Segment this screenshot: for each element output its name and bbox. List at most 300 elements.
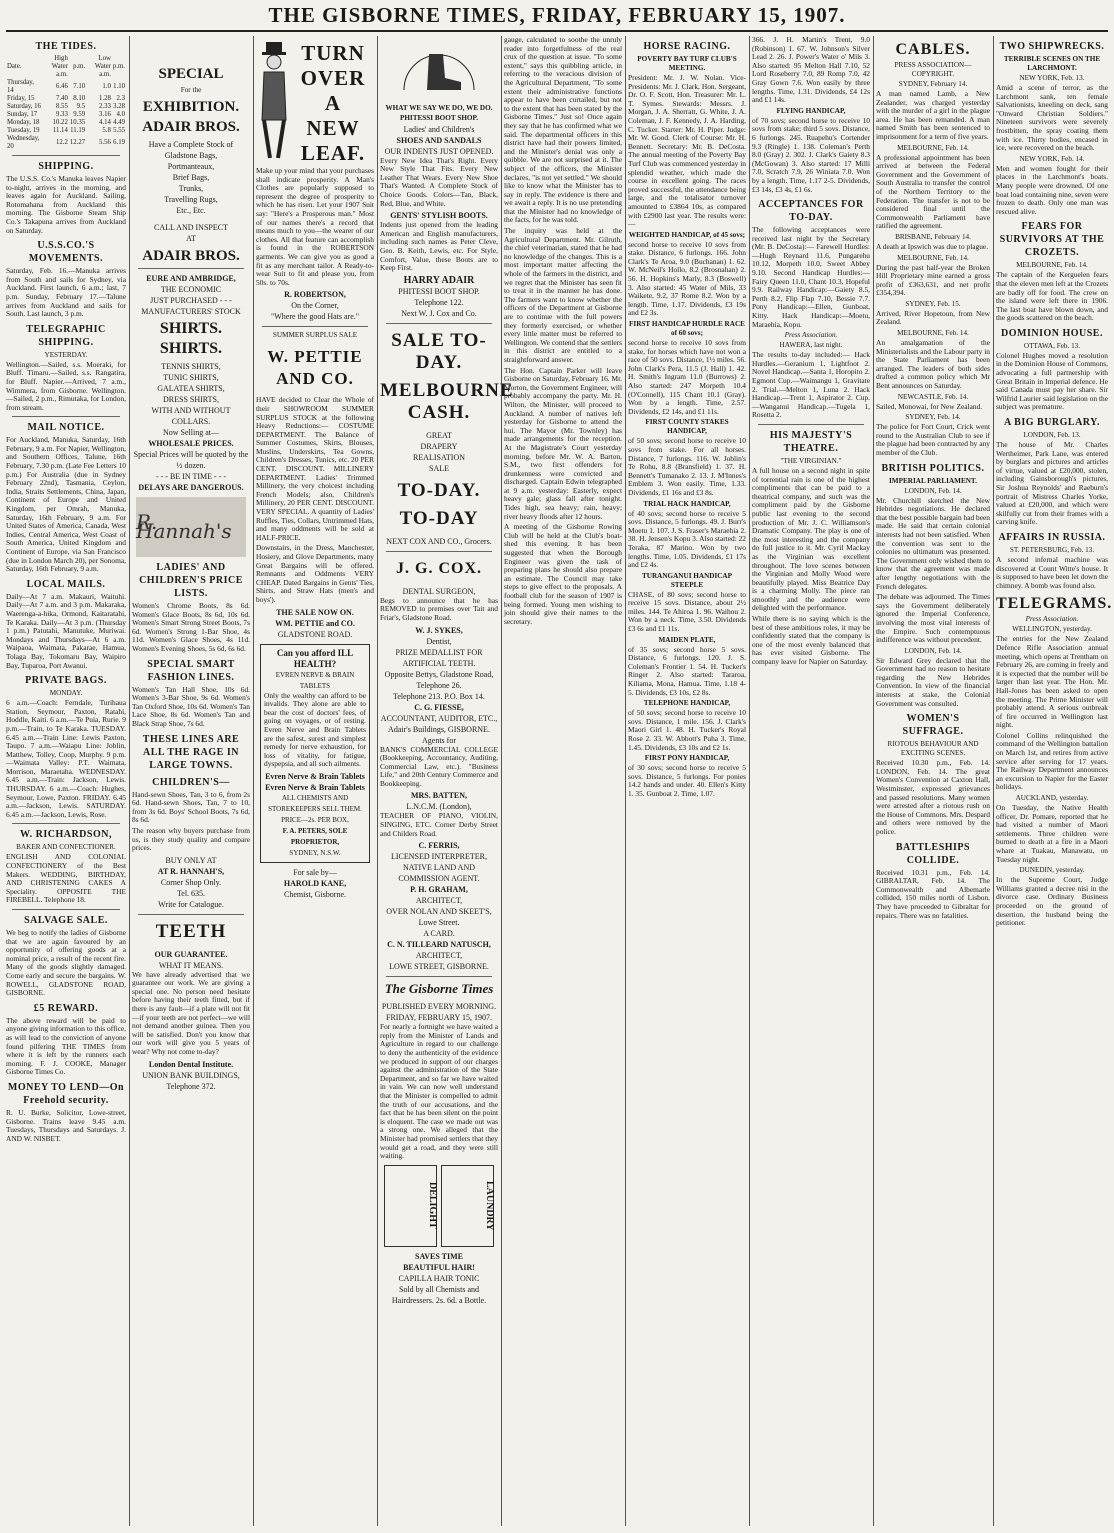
sandals-text: Women's Tan Hall Shoe, 10s 6d. Women's 3-Bar Shoe, 9s 6d. Women's Tan Oxford Shoe, 10s 6d. Women's Tan Lace Shoe, 8s 6d. Women's Tan and Black Strap Shoe, 7s 6d. <box>132 684 250 728</box>
county-heading: FIRST COUNTY STAKES HANDICAP, <box>645 418 729 436</box>
ny-text-2: Men and women fought for their places in the Larchmont's boats. Many people were drowned. Of one boat load containing nine, seven were frozen to death. Only one man was rescued alive. <box>996 163 1108 216</box>
divider <box>12 823 120 824</box>
column-4 <box>380 36 514 1526</box>
newspaper-title: THE GISBORNE TIMES, FRIDAY, FEBRUARY 15, 1907. <box>268 3 846 27</box>
sykes-address: Opposite Bettys, Gladstone Road, Telephone 26. <box>384 669 494 690</box>
melbourne-text: A professional appointment has been arrived at between the Federal Government and the Government of South Australia to transfer the control of the Northern Territory to the Federation. The transfer is not to be considered final until the Commonwealth Parliament have ratified the agreement. <box>876 152 990 231</box>
petersburg-text: A second infernal machine was discovered at Count Witte's house. It is supposed to have been let down the chimney. A bomb was found also. <box>996 554 1108 590</box>
auckland-text: On Tuesday, the Native Health officer, Dr. Pomare, reported that he had visited a number of Maori settlements. Three children were burned to death at a fire in a Maori whare at Tuakau, Manawatu, on Tuesday night. <box>996 803 1108 864</box>
column-rule <box>377 36 378 1526</box>
realisation-label: REALISATION <box>413 452 465 462</box>
tides-cell: 8.55 <box>55 103 68 110</box>
tides-cell: Saturday, 16 <box>7 103 41 110</box>
tides-cell: Monday, 18 <box>7 119 40 126</box>
tides-row <box>6 119 126 127</box>
tel-635: Tel. 635. <box>176 888 206 898</box>
tides-cell: 10.35 <box>69 119 86 126</box>
can-you-afford: Can you afford ILL HEALTH? <box>276 647 354 669</box>
column-3 <box>256 36 374 1526</box>
gisborne-times-logo: The Gisborne Times <box>384 981 494 997</box>
a-card: A CARD. <box>423 929 455 939</box>
robertson-name: R. ROBERTSON, <box>284 290 346 300</box>
shirts-heading-2: SHIRTS. <box>159 340 223 357</box>
acceptances-heading: ACCEPTANCES FOR TO-DAY. <box>758 199 864 224</box>
stock-line: Portmanteaux, <box>167 162 215 171</box>
sale-label: SALE <box>429 463 449 473</box>
tides-cell: 4.14 <box>98 119 111 126</box>
shirt-line: WITH AND WITHOUT COLLARS. <box>151 406 231 426</box>
weighted-heading: WEIGHTED HANDICAP, of 45 sovs; <box>628 230 746 239</box>
tides-cell: Tuesday, 19 <box>7 127 40 134</box>
column-rule <box>501 36 502 1526</box>
tides-cell: 1.0 <box>102 83 111 90</box>
tides-cell: 11.19 <box>70 127 86 134</box>
harold-kane: HAROLD KANE, <box>283 878 347 888</box>
pettie-co: WM. PETTIE and CO. <box>275 618 355 628</box>
chemists-sell: ALL CHEMISTS AND STOREKEEPERS SELL THEM. <box>268 793 362 813</box>
maiden-heading: MAIDEN PLATE, <box>658 635 716 644</box>
theatre-heading: HIS MAJESTY'S THEATRE. <box>769 429 853 454</box>
evren-heading: EVREN NERVE & BRAIN TABLETS <box>275 670 355 690</box>
dental-surgeon: DENTAL SURGEON, <box>402 586 476 596</box>
at-label: AT <box>186 234 196 243</box>
children-text: Hand-sewn Shoes, Tan, 3 to 6, from 2s 6d. Hand-sewn Shoes, Tan, 7 to 10, from 3s 6d. Boys' School Boots, 7s 6d, 8s 6d. <box>132 789 250 825</box>
telephone-122: Telephone 122. <box>414 297 464 307</box>
trial-text: of 40 sovs; second horse to receive 5 sovs. Distance, 5 furlongs. 49. J. Burr's Moetu 1. 107. J. S. Fraser's Maraehia 2. 38. H. Jensen's Kopu 3. Also started: 22 Teraka, 87 Marino. Won by two lengths. Time, 1.05. Dividends, £1 17s and £2 4s. <box>628 508 746 570</box>
stock-line: Gladstone Bags, <box>164 151 218 160</box>
uss-text: Saturday, Feb. 16.—Manuka arrives from South and sails for Sydney, via Auckland. First launch, 6 a.m.; last, 7 p.m. Sunday, February 17.—Talune arrives from Auckland and sails for South. Last launch, 3 p.m. <box>6 266 126 319</box>
divider <box>386 976 492 977</box>
leaf-word: LEAF. <box>300 141 366 165</box>
surplus-sale: SUMMER SURPLUS SALE <box>272 331 358 340</box>
price-lists-heading: LADIES' AND CHILDREN'S PRICE LISTS. <box>139 562 243 599</box>
good-hats: "Where the good Hats are." <box>270 312 360 322</box>
graham-name: P. H. GRAHAM, <box>410 885 468 895</box>
divider <box>12 416 120 417</box>
brisbane-dateline: BRISBANE, February 14. <box>895 232 971 241</box>
sydney-dateline-3: SYDNEY, Feb. 14. <box>905 413 961 422</box>
graham-address: OVER NOLAN AND SKEET'S, Lowe Street. <box>386 907 492 928</box>
wellington-dateline: WELLINGTON, yesterday. <box>1012 625 1092 634</box>
crozets-heading: FEARS FOR SURVIVORS AT THE CROZETS. <box>999 221 1105 259</box>
sydney-text-2: Arrived, River Hopetoun, from New Zealand. <box>876 308 990 327</box>
batten-name: MRS. BATTEN, <box>410 791 468 801</box>
teeth-heading: TEETH <box>155 920 227 942</box>
tides-cell: 7.10 <box>73 83 86 90</box>
county-text: of 50 sovs; second horse to receive 10 sovs from stake. For all horses. Distance, 7 furlongs. 116. W. Joblin's Te Rohu, 8.8 (Bransfield) 1. 37. H. Bennett's Tumanako 2. 13. J. M'Innes's Emblem 3. Won easily. Time, 1.33. Dividends, £1 16s and £3 8s. <box>628 436 746 497</box>
telegrams-sub: Press Association. <box>1025 615 1079 624</box>
wellington-text-2: Colonel Collins relinquished the command of the Wellington battalion on March 1st, and retires from active service after serving for 17 years. The Railway Department announces an excursion to Napier for the Easter holidays. <box>996 730 1108 792</box>
newcastle-text: Sailed, Monowai, for New Zealand. <box>876 401 983 411</box>
drapery-label: DRAPERY <box>420 441 458 451</box>
union-bank: UNION BANK BUILDINGS, <box>142 1070 240 1080</box>
price-line: PRICE—2s. PER BOX, <box>281 815 349 824</box>
tides-cell: 3.16 <box>98 111 111 118</box>
telegraphic-text: Wellington.—Sailed, s.s. Moeraki, for Bluff. Timaru.—Sailed, s.s. Rangatira, for Bluff. Napier.—Arrived, 7 a.m., Wimmera, from Gisborne. Wellington.—Sailed, 2 p.m., Rimutaka, for London, from stream. <box>6 359 126 412</box>
mail-text: For Auckland, Manuka, Saturday, 16th February, 9 a.m. For Napier, Wellington, and Southern Offices, Talune, 16th February, 7.30 p.m. (Late Fee Letters 10 p.m.) For Australia (due in Sydney February 22nd), Tasmania, Ceylon, India, Straits Settlements, China, Japan, Continent of Europe and United Kingdom, per Omrah, Manuka, Saturday, 16th February, 9 a.m. For United States of America, Canada, West Indies, Central America, West Coast of South America, United Kingdom and Continent of Europe, via San Francisco (due in London March 20), per Sonoma, Saturday, 16th February, 9 a.m. <box>6 435 127 574</box>
tides-cell: 9.59 <box>73 111 86 118</box>
cables-heading: CABLES. <box>895 41 971 58</box>
new-word: NEW <box>306 116 360 140</box>
tides-cell: 5.56 <box>98 139 111 146</box>
adair-bros-heading: ADAIR BROS. <box>142 119 240 135</box>
poverty-bay-heading: POVERTY BAY TURF CLUB'S MEETING. <box>637 55 737 72</box>
tides-cell: 12.27 <box>69 139 86 146</box>
children-heading: CHILDREN'S— <box>152 776 230 788</box>
telegrams-heading: TELEGRAMS. <box>996 595 1113 613</box>
theatre-text-2: While there is no saying which is the best of these ambitious roles, it may be confidently stated that the company is one of the most evenly balanced that has ever visited Gisborne. The company leave for Napier on Saturday. <box>752 614 870 667</box>
telegraphic-heading: TELEGRAPHIC SHIPPING. <box>26 323 106 348</box>
economic-label: THE ECONOMIC <box>160 285 222 294</box>
jg-cox: J. G. COX. <box>396 559 482 577</box>
melbourne-dateline-3: MELBOURNE, Feb. 14. <box>897 329 969 338</box>
just-purchased: JUST PURCHASED - - - <box>150 296 232 305</box>
batten-sub: L.N.C.M. (London), <box>406 802 472 812</box>
tides-cell: Wednesday, 20 <box>7 135 40 150</box>
tillard-sub: ARCHITECT, <box>415 951 463 961</box>
shirts-heading: SHIRTS. <box>159 320 223 337</box>
column-rule <box>625 36 626 1526</box>
tides-row <box>6 103 126 111</box>
today-2: TO-DAY <box>399 507 479 529</box>
auckland-dateline: AUCKLAND, yesterday. <box>1015 794 1089 803</box>
turanganui-heading: TURANGANUI HANDICAP STEEPLE <box>641 571 733 589</box>
column-rule <box>993 36 994 1526</box>
shirt-line: TENNIS SHIRTS, <box>161 362 221 371</box>
pettie-text: HAVE decided to Clear the Whole of their SHOWROOM SUMMER SURPLUS STOCK at the following Heavy Reductions:— COSTUME DEPARTMENT. The Balance of Summer Costumes, Skirts, Blouses, Muslins, Underskirts, Tea Gowns, Children's Dresses, Tunics, etc. 20 PER CENT. DISCOUNT. MILLINERY DEPARTMENT. Ladies' Trimmed Millinery, the very choicest including French Models; also, Children's Millinery, 20 PER CENT. DISCOUNT. VERY SPECIAL. A quantity of Ladies' Ruffles, Ties, Collars, Untrimmed Hats, and many oddments will be sold at HALF-PRICE. <box>256 395 374 542</box>
melbourne-dateline: MELBOURNE, Feb. 14. <box>897 143 969 152</box>
next-to-cox: Next W. J. Cox and Co. <box>401 308 477 318</box>
column-9 <box>996 36 1113 1526</box>
melbourne-cash: MELBOURNE CASH. <box>380 379 514 423</box>
ferris-sub: LICENSED INTERPRETER, NATIVE LAND AND COMMISSION AGENT. <box>391 852 487 884</box>
batten-text: TEACHER OF PIANO, VIOLIN, SINGING, ETC. Corner Derby Street and Childers Road. <box>380 811 498 838</box>
stock-line: Have a Complete Stock of <box>148 140 234 149</box>
tillard-name: C. N. TILLEARD NATUSCH, <box>387 940 491 950</box>
tides-col-low-pm: p.m. <box>112 63 125 70</box>
british-politics-heading: BRITISH POLITICS. <box>881 462 985 474</box>
hawera-dateline: HAWERA, last night. <box>779 341 843 350</box>
tides-row <box>6 111 126 119</box>
private-bags-sub: MONDAY. <box>49 689 83 698</box>
pettie-text-2: Downstairs, in the Dress, Manchester, Hosiery, and Glove Departments, many Great Bargains will be offered. Remnants and Oddments VERY CHEAP. Dated Bargains in Gents' Ties, Shirts, and Straw Hats (men's and boys'). <box>256 543 374 604</box>
tides-col-date: Date. <box>7 63 22 70</box>
dominion-heading: DOMINION HOUSE. <box>1001 327 1103 339</box>
petersburg-dateline: ST. PETERSBURG, Feb. 13. <box>1009 545 1095 554</box>
peters-proprietor: F. A. PETERS, SOLE PROPRIETOR, <box>282 826 348 846</box>
tides-cell: 9.5 <box>76 103 86 110</box>
ottawa-text: Colonel Hughes moved a resolution in the Dominion House of Commons, advocating a full partnership with Great Britain in Imperial defence. He said Canada must pay her share. Sir Wilfrid Laurier said legislation on the subject was premature. <box>996 350 1108 412</box>
local-mails-text: Daily—At 7 a.m. Makauri, Waituhi. Daily—At 7 a.m. and 3 p.m. Makaraka, Waerenga-a-hika, Ormond, Kaitaratahi, Te Karaka. Daily—At 3 p.m. (Thursday 1 p.m.) Patutahi, Manutuke, Muriwai. Mondays and Thursdays—At 6 a.m. Waipaoa, Waimata, Pakarae, Hamua, Tolaga Bay, Tokomaru Bay, Waipiro Bay, Tuparoa, Port Awanui. <box>6 591 126 670</box>
sydney-nsw: SYDNEY, N.S.W. <box>289 848 341 857</box>
tides-cell: 10.22 <box>52 119 68 126</box>
divider <box>138 914 244 915</box>
column-rule <box>873 36 874 1526</box>
tides-table <box>6 55 126 151</box>
published-every-morning: PUBLISHED EVERY MORNING. <box>381 1002 497 1012</box>
beautiful-hair: BEAUTIFUL HAIR! <box>403 1262 475 1272</box>
wholesale-prices: WHOLESALE PRICES. <box>148 439 234 448</box>
delight-laundry-ad <box>384 1165 494 1247</box>
article-text: The Hon. Captain Parker will leave Gisborne on Saturday, February 16. Mr. Morton, the Government Engineer, will probably accompany the party. Mr. H. Wilton, the Minister, will proceed to Auckland. A number of natives left yesterday for Gisborne to attend the hui. The Mayor (Mr. Townley) has made arrangements for the reception. At the Magistrate's Court yesterday morning, before Mr. W. A. Barton, S.M., two first offenders for drunkenness were convicted and discharged. Captain Edwin telegraphed at 9 a.m. yesterday: Easterly, expect heavy gale; glass fall after tonight. Tides high, sea heavy; rain, heavy; river heavy floods after 12 hours. <box>504 365 622 521</box>
wellington-text: The entries for the New Zealand Defence Rifle Association annual meeting, which opens at Trentham on February 26, are coming in freely and it is expected that the number will be larger than last year. The Hon. Mr. Hall-Jones has been asked to open the meeting. The Prime Minister will probably attend. A serious outbreak of fire occurred in Wellington last night. <box>996 634 1108 730</box>
divider <box>386 323 492 324</box>
money-heading: MONEY TO LEND—On Freehold security. <box>7 1081 125 1106</box>
london-text: Mr. Churchill sketched the New Hebrides negotiations. He declared that the best possible bargain had been made. He said that certain colonial interests had not been satisfied. When the convention was sent to the colonies no ultimatum was presented. The Government only wished them to know that the agreement was made after lengthy negotiations with the French delegates. <box>876 495 990 591</box>
tides-col-high-pm: p.m. <box>73 63 86 70</box>
boot-icon <box>399 40 479 100</box>
tillard-address: LOWE STREET, GISBORNE. <box>389 962 489 972</box>
suffrage-heading: WOMEN'S SUFFRAGE. <box>902 713 964 738</box>
evren-ad <box>260 644 370 863</box>
sydney-text: A man named Lamb, a New Zealander, was charged yesterday with the murder of a girl in the plague area. He has been remanded. A man named Smith has been sentenced to imprisonment for a term of five years. <box>876 89 990 141</box>
mail-heading: MAIL NOTICE. <box>27 422 105 434</box>
tides-cell: 4.49 <box>113 119 125 126</box>
first-hurdle-text: second horse to receive 10 sovs from stake, for horses which have not won a race of 50 sovs. Distance, 1½ miles. 56. John Clark's Pera, 11.5 (J. Hall) 1. 42. H. Smith's Ingram 11.0 (Burrows) 2. Also started: 247 Morpeth 10.4 (O'Connell), 115 Chant 10.1 (Gray). Won by a length. Time, 2.57. Dividends, £2 14s, and £1 11s. <box>628 338 746 416</box>
burglary-text: The house of Mr. Charles Wertheimer, Park Lane, was entered by burglars and pictures and articles of virtue, valued at £20,000, stolen, including Gainsborough's pictures, Sir Joshua Reynolds' and Raeburn's portrait of Mistress Charles Yorke, valued at £20,000, and which were skilfully cut from their frames with a carving knife. <box>996 440 1108 527</box>
evren-line-2: Evren Nerve & Brain Tablets <box>265 771 365 781</box>
gentleman-illustration-icon <box>256 40 292 160</box>
divider <box>386 551 492 552</box>
for-the: For the <box>180 86 202 94</box>
private-bags-heading: PRIVATE BAGS. <box>25 675 107 687</box>
sydney-dateline: SYDNEY, February 14. <box>898 80 968 88</box>
tides-cell: Sunday, 17 <box>7 111 38 118</box>
london-dateline: LONDON, Feb. 13. <box>1023 431 1081 440</box>
phitessi-boot-shop: PHITESSI BOOT SHOP. <box>399 113 479 122</box>
suffrage-sub: RIOTOUS BEHAVIOUR AND EXCITING SCENES. <box>887 740 979 758</box>
local-mails-heading: LOCAL MAILS. <box>26 578 106 590</box>
tides-row <box>6 95 126 103</box>
article-text: The inquiry was held at the Agricultural Department. Mr. Gilruth, the chief veterinarian, stated that he had no knowledge of the changes. This is a most important matter affecting the whole of the farmers in the district, and we regret that the Minister has seen fit to treat it in the manner he has done. The farmers want to know whether the officers of the Department at Gisborne are to continue with the full powers they formerly exercised, or whether every little matter must be referred to Wellington. We contend that the settlers in this district are entitled to a straightforward answer. <box>504 226 622 364</box>
shipping-text: The U.S.S. Co.'s Manuka leaves Napier to-night, arrives in the morning, and leaves again for Auckland. Sailing, Rotomahana from Auckland this morning. The Gisborne Steam Ship Co.'s Takapuna arrives from Auckland on Saturday. <box>6 174 126 235</box>
tides-cell: 4.0 <box>116 111 125 118</box>
hawera-text: The results to-day included:— Hack Hurdles.—Geranium 1, Lightfoot 2. Novel Handicap.—Santa 1, Horopito 2. Egmont Cup.—Waimangu 1, Gravitate 2. Trial.—Melton 1, Luna 2. Hack Handicap.—Trent 1, Aspirator 2. Cup.—Wanganui Handicap.—Tugela 1, Rosetta 2. <box>752 350 870 420</box>
column-7 <box>752 36 870 1526</box>
stock-line: Etc., Etc. <box>176 206 206 215</box>
article-text: A meeting of the Gisborne Rowing Club will be held at the Club's boat-shed this evening. It has been suggested that when the Borough Engineer was given the task of preparing plans he should also prepare an estimate. The Council may take steps to give effect to the proposals. A football club for the season of 1907 is being formed. Young men wishing to join should give their names to the secretary. <box>504 522 622 626</box>
pettie-heading: W. PETTIE AND CO. <box>267 347 363 389</box>
exhibition-heading: EXHIBITION. <box>142 99 240 115</box>
delight-label: DELIGHT <box>384 1165 437 1247</box>
larchmont-sub: TERRIBLE SCENES ON THE LARCHMONT. <box>1003 55 1101 72</box>
tides-cell: 5.55 <box>113 127 125 134</box>
tides-cell: 2.3 <box>116 95 125 102</box>
london-dateline: LONDON, Feb. 14. <box>904 486 962 495</box>
telephone-372: Telephone 372. <box>166 1081 216 1091</box>
sydney-dateline-2: SYDNEY, Feb. 15. <box>905 299 961 308</box>
adair-bros-heading-2: ADAIR BROS. <box>142 248 240 264</box>
burglary-heading: A BIG BURGLARY. <box>1004 417 1100 429</box>
hair-tonic: CAPILLA HAIR TONIC <box>398 1273 480 1283</box>
tides-cell: 6.19 <box>113 139 125 146</box>
gents-boots: GENTS' STYLISH BOOTS. <box>390 211 488 221</box>
graham-sub: ARCHITECT, <box>415 896 463 906</box>
gents-text: Indents just opened from the leading American and English manufacturers, including such names as Peter Cleve, Geo. B. Keith, Lewis, etc. For Style, Comfort, Value, these Boots are to Keep First. <box>380 220 498 273</box>
harry-adair: HARRY ADAIR <box>403 274 475 286</box>
telephone-heading: TELEPHONE HANDICAP, <box>643 699 731 708</box>
editorial-text: For nearly a fortnight we have waited a reply from the Minister of Lands and Agriculture in regard to our challenge to deny the authenticity of the evidence we produced in support of our charges against the administration of the State Department, and so far we have waited in vain. We can now well understand that the Minister is compelled to admit the truth of our accusations, and the fact that he has been silent on the point is eloquent. The case we made out was a strong one. We alleged that the Minister had promised settlers that they would get a road, and they were still waiting. <box>380 1022 498 1161</box>
sale-today: SALE TO-DAY. <box>391 329 487 373</box>
divider <box>12 155 120 156</box>
tides-row <box>6 79 126 95</box>
tides-col-low-am: Low Water a.m. <box>94 55 111 78</box>
salvage-text: We beg to notify the ladies of Gisborne that we are again favoured by an opportunity of offering goods at a nominal price, a result of the recent fire. Many of the goods slightly damaged. Come early and secure the bargains. W. ROWELL, GLADSTONE ROAD, GISBORNE. <box>6 928 126 998</box>
crozets-text: The captain of the Kerguelen fears that the eleven men left at the Crozets are badly off for food. The crew on the island were left there in 1906. The last boat have blown down, and the goods scattered on the beach. <box>996 270 1108 323</box>
dunedin-text: In the Supreme Court, Judge Williams granted a decree nisi in the divorce case. Ordinary Business proceeded on the ground of desertion, the husband being the petitioner. <box>996 875 1108 928</box>
pony-heading: FIRST PONY HANDICAP, <box>644 754 730 763</box>
column-1 <box>6 36 126 1526</box>
shipping-heading: SHIPPING. <box>38 161 94 172</box>
indents-text: Every New Idea That's Right. Every New Style That Fits. Every New Leather That Wears. Every New Shoe That's Wanted. A Complete Stock of Choice Goods. Colors—Tan, Black, Red, Blue, and White. <box>380 155 498 208</box>
column-6 <box>628 36 746 1526</box>
shoes-sandals: SHOES AND SANDALS <box>396 135 482 145</box>
column-5 <box>504 36 622 1526</box>
agents-for: Agents for <box>422 735 456 745</box>
tides-cell: 11.14 <box>52 127 68 134</box>
today-1: TO-DAY. <box>397 479 481 501</box>
on-corner: On the Corner, <box>291 301 339 311</box>
sykes-sub: Dentist, <box>426 636 452 646</box>
adair-buildings: Adair's Buildings, GISBORNE. <box>388 724 490 734</box>
prize-medallist: PRIZE MEDALLIST FOR ARTIFICIAL TEETH. <box>395 647 483 668</box>
tides-cell: 9.33 <box>55 111 68 118</box>
tides-cell: 8.10 <box>73 95 86 102</box>
masthead <box>0 0 1114 30</box>
masthead-rule <box>6 30 1108 32</box>
private-bags-text: 6 a.m.—Coach: Ferndale, Turihaua Station, Seymour, Paxton, Ratahi, Hoddle, Kaiti. 6 a.m.—Te Puia, Rurie. 9 p.m.—Train, to Te Karaka. TUESDAY. 6.45 a.m.—Train Line: Lewis Paxton, Taupo. 7 a.m.—Waiapu Line: Joblin, Matthew, Tolley, Coop, Murphy. 9 p.m.—Waimata Valley: P.T. Waimata, Morrison, Maraetaha. WEDNESDAY. 6.45 a.m.—Train: Jackson, Lewis. THURSDAY. 6 a.m.—Coach: Hughes, Seymour, Lowe, Paxton. FRIDAY. 6.45 a.m.—Jackson, Lewis. SATURDAY. 6.45 a.m.—Jackson, Lewis, Rose. <box>6 698 126 819</box>
divider <box>262 326 368 327</box>
banks-text: BANK'S COMMERCIAL COLLEGE (Bookkeeping, Accountancy, Auditing, Commercial Law, etc.). "Business Life," and 20th Century Commerce and Bookkeeping. <box>380 744 498 788</box>
great-label: GREAT <box>426 430 452 440</box>
london-dateline-2: LONDON, Feb. 14. <box>904 646 962 655</box>
tides-cell: 12.2 <box>55 139 68 146</box>
ottawa-dateline: OTTAWA, Feb. 13. <box>1023 341 1081 350</box>
sydney-text-3: The police for Fort Court, Crick went round to the Australian Club to see if the plague had been contracted by any member of the Club. <box>876 422 990 457</box>
turn-text: Make up your mind that your purchases shall indicate prosperity. A Man's Clothes are popularly supposed to represent the degree of prosperity to which he has risen. Let your 1907 Suit say: "Here's a Prosperous man." Most of our names there's a record that means much to you—the wearer of our clothes. All that feature can accomplish is found in the ROBERTSON garments. We can give you as good a fit as any merchant tailor. A Ready-to-wear Suit to fit and please you, from 50s. to 70s. <box>256 166 374 287</box>
uss-heading: U.S.S.CO.'S MOVEMENTS. <box>28 240 104 265</box>
baker-sub: BAKER AND CONFECTIONER. <box>16 843 116 852</box>
tides-cell: Friday, 15 <box>7 95 35 102</box>
press-association: Press Association. <box>784 331 838 340</box>
column-8 <box>876 36 990 1526</box>
money-text: R. U. Burke, Solicitor, Lowe-street, Gisborne. Trains leave 9.45 a.m. Tuesdays, Thursdays and Saturdays. J. AND W. NISBET. <box>6 1107 126 1143</box>
virginian-sub: "THE VIRGINIAN." <box>780 456 842 465</box>
gladstone-road: GLADSTONE ROAD. <box>277 629 353 639</box>
shirt-line: GALATEA SHIRTS, <box>157 384 225 393</box>
turn-over-ad <box>256 40 374 167</box>
now-selling: Now Selling at— <box>163 428 219 437</box>
tides-header-row <box>6 55 126 79</box>
theatre-text: A full house on a second night in spite of torrential rain is one of the highest compliments that can be paid to a theatrical company, and such was the compliment paid by the Gisborne public last evening to the second production of Mr. J. C. Williamson's Dramatic Company. The play is one of the most interesting and the company do full justice to it. Mr. Cyril Mackay as the Virginian was excellent throughout. The love scenes between the Virginian and Molly Wood were beautifully played. Miss Beatrice Day is a charming Molly. The piece ran smoothly and the audience were delighted with the performance. <box>752 465 870 613</box>
debate-text: The debate was adjourned. The Times says the Government deliberately ignored the Imperial Conference, involving the most vital interests of the Empire. Such contemptuous indifference was without precedent. <box>876 592 990 645</box>
column-rule <box>749 36 750 1526</box>
reason-text: The reason why buyers purchase from us, is they study quality and compare prices. <box>132 825 250 853</box>
ny-dateline-2: NEW YORK, Feb. 14. <box>1019 154 1085 163</box>
weighted-text: second horse to receive 10 sovs from stake. Distance, 6 furlongs. 166. John Clark's Te Aroa, 9.0 (Buchanan) 1. 62. W. McNeil's Hollo, 8.2 (Brosnahan) 2. 56. H. Hopkins's Marly, 8.3 (Boswell) 3. Also started: 45 Water of Mils, 33 Waikete, 9.2, 37 Rome 8.2. Won by a length. Time, 1.17. Dividends, £3 19s and £2 3s. <box>628 239 746 318</box>
fashion-lines-heading: SPECIAL SMART FASHION LINES. <box>147 658 235 683</box>
sale-now-on: THE SALE NOW ON. <box>276 607 354 617</box>
tides-cell: 1.28 <box>98 95 111 102</box>
fiesse-name: C. G. FIESSE, <box>414 702 464 712</box>
flying-text: of 70 sovs; second horse to receive 10 sovs from stake; third 5 sovs. Distance, 6 furlongs. 245. Ruapehu's Cortender 9.3 (Ringle) 1. 138. Coleman's Perth 8.0 (Gray) 2. 302. J. Clark's Gaiety 8.3 (McGowan) 3. Also started: 17 Milli 7.0, Scratch 7.9, 26 Winiata 7.0. Won by a length. Time, 1.17 2-5. Dividends, £3 14s, £3 4s, £1 6s. <box>752 115 870 194</box>
special-prices: Special Prices will be quoted by the ½ dozen. <box>133 450 249 470</box>
tides-row <box>6 135 126 151</box>
ny-dateline: NEW YORK, Feb. 13. <box>1019 74 1085 82</box>
divider <box>138 268 244 269</box>
tides-cell: 5.8 <box>102 127 111 134</box>
pony-text: of 30 sovs; second horse to receive 5 sovs. Distance, 5 furlongs. For ponies 14.2 hands and under. 40. Ellen's Kitty 1. 35. Gunboat 2. Time, 1.07. <box>628 763 746 798</box>
turn-word: TURN <box>301 41 365 65</box>
editorial-date: FRIDAY, FEBRUARY 15, 1907. <box>386 1013 492 1023</box>
melbourne-text-3: An amalgamation of the Ministerialists and the Labour party in the State Parliament has been arranged. The leaders of both sides drafted a common policy which Mr Bent announces on Saturday. <box>876 338 990 391</box>
stock-line: Travelling Rugs, <box>164 195 218 204</box>
melbourne-dateline-2: MELBOURNE, Feb. 14. <box>897 253 969 262</box>
tides-col-high-am: High Water a.m. <box>51 55 68 78</box>
turanganui-text: CHASE, of 80 sovs; second horse to receive 15 sovs. Distance, about 2½ miles. 144. Te Ahiroa 1. 96. Waihou 2. Won by a neck. Time, 3.50. Dividends £3 6s and £1 11s. <box>628 589 746 634</box>
baker-heading: W. RICHARDSON, <box>20 829 112 841</box>
reward-heading: £5 REWARD. <box>33 1002 99 1014</box>
acceptances-text: The following acceptances were received last night by the Secretary (Mr. B. DeCosta):— Farewell Hurdles:—Hugh Reynard 11.6, Pungarehu 10.12, Morpeth 10.0, Sweet Abbey 9.10. Second Handicap Hurdles:—Fairy Queen 11.0, Chant 10.3, Hopeful 9.9. Railway Handicap:—Gaiety 8.5, Perth 8.2, Flip Flap 7.10, Bessie 7.7. Pony Handicap:—Ellen, Gunboat, Kitty. Hack Handicap:—Moetu, Maraehia, Kopu. <box>752 225 870 329</box>
hannahs-label: AT R. HANNAH'S, <box>157 866 225 876</box>
ny-text: Amid a scene of terror, as the Larchmont sank, ten female Salvationists, kneeling on deck, sang "Onward Christian Soldiers." Nineteen survivors were severely frostbitten, the spray coating them with ice. Thirty bodies, encased in ice, were recovered on the beach. <box>996 83 1108 153</box>
russia-heading: AFFAIRS IN RUSSIA. <box>998 531 1106 543</box>
tides-cell: 6.46 <box>55 83 68 90</box>
divider <box>758 424 864 425</box>
reward-text: The above reward will be paid to anyone giving information to this office, as will lead to the conviction of anyone found pilfering THE TIMES from where it is left by the runners each morning. F. J. COOKE, Manager Gisborne Times Co. <box>6 1015 126 1077</box>
delays-dangerous: DELAYS ARE DANGEROUS. <box>138 483 244 492</box>
racing-text: President: Mr. J. W. Nolan. Vice-Presidents: Mr. J. Clark, Hon. Sergeant, Dr. O. F. Scott, Hon. Treasurer: Mr. L. T. Symes. Stewards: Messrs. J. Morgan, J. A. Sherratt, G. White, J. A. Coleman, J. F. Kennedy, J. A. Harding, C. Tucker. Starter: Mr. H. Piper. Judge: Mr. W. Good. Clerk of Course: Mr. H. Bennett. Secretary: Mr. B. DeCosta. The annual meeting of the Poverty Bay Turf Club was commenced yesterday in splendid weather, which made the course in excellent going. The races proved successful, the attendance being large, and the totalisator turnover amounted to £3864 10s, as compared with £2900 last year. The results were:— <box>628 73 746 229</box>
shipwrecks-heading: TWO SHIPWRECKS. <box>999 41 1105 52</box>
what-we-say: WHAT WE SAY WE DO, WE DO. <box>385 103 493 112</box>
cox-text: Begs to announce that he has REMOVED to premises over Tait and Friar's, Gladstone Road. <box>380 595 498 622</box>
evren-text: Only the wealthy can afford to be invalids. They alone are able to bear the cost of doctors' fees, of going on voyages, or of resting. Evren Nerve and Brain Tablets are the safest, surest and simplest remedy for nerve exhaustion, for loss of vitality, for fatigue, dyspepsia, and all such ailments. <box>264 690 366 769</box>
tides-heading: THE TIDES. <box>35 41 97 52</box>
telegraphic-sub: YESTERDAY. <box>44 350 88 359</box>
column-rule <box>129 36 130 1526</box>
eure-heading: EURE AND AMBRIDGE, <box>146 274 236 283</box>
teeth-text: We have already advertised that we guarantee our work. We are giving a special one. No person need hesitate before having their teeth fitted, but if there is any fault—if a plate will not fit—if your teeth are not perfect—we will not demand another guinea. Then you will be satisfied. Don't you know that our work will give you 5 years of wear? Why not come to-day? <box>132 969 250 1057</box>
tides-cell: 2.33 <box>98 103 111 110</box>
over-word: OVER <box>300 66 366 90</box>
boots-text: Women's Chrome Boots, 8s 6d. Women's Glace Boots, 8s 6d, 10s 6d. Women's Smart Strong Street Boots, 7s 6d. Women's Strong 1-Bar Shoe, 4s 11d. Women's Glace Shoes, 4s 11d. Women's Evening Shoes, 5s 6d, 6s 6d. <box>132 601 250 653</box>
chemist-gisborne: Chemist, Gisborne. <box>284 889 346 899</box>
harry-sub: PHITESSI BOOT SHOP. <box>398 286 480 296</box>
press-copyright: PRESS ASSOCIATION—COPYRIGHT. <box>894 61 972 78</box>
article-text: gauge, calculated to soothe the unruly reader into forgetfulness of the real crux of the question at issue. "To some extent," says this quibbling article, in referring to the veracious division of the Agricultural Department, "To some extent their administrative functions appear to have been curtailed, but not to the extent that has been stated by the Gisborne Times." Just so! Once again they say that he has confirmed what we said. The departmental officers in this district have had their powers limited, and the Minister's denial was only a quibble. We are not surprised at it. The subject of the officers, the Minister declares, "is not yet settled." We should like to know what the Minister has to say in reply. The evidence is there and we await a reply. It is no use pretending that the Minister had no knowledge of the facts, for he was told. <box>504 35 622 225</box>
results-text: 366. J. H. Martin's Trent, 9.0 (Robinson) 1. 67. W. Johnson's Silver Lead 2. 26. J. Power's Water o' Mils 3. Also started: 95 Melton Hall 7.10, 52 Lord Roseberry 7.0, 89 Romp 7.0, 42 Gray Gown 7.6. Won easily by three lengths. Time, 1.31. Dividends, £4 12s and £1 14s. <box>752 35 870 105</box>
buy-only: BUY ONLY AT <box>165 855 217 865</box>
tides-cell: 3.28 <box>113 103 125 110</box>
telephone-text: of 50 sovs; second horse to receive 10 sovs. Distance, 1 mile. 156. J. Clark's Maori Girl 1. 48. H. Tucker's Royal Rose 2. 33. W. Abbott's Puha 3. Time, 1.45. Dividends, £3 10s and £2 1s. <box>628 708 746 752</box>
next-cox-grocers: NEXT COX AND CO., Grocers. <box>386 536 492 546</box>
manufacturers-stock: MANUFACTURERS' STOCK <box>141 307 241 316</box>
first-hurdle-heading: FIRST HANDICAP HURDLE RACE of 60 sovs; <box>629 320 745 338</box>
hair-sold: Sold by all Chemists and Hairdressers. 2s. 6d. a Bottle. <box>391 1284 487 1305</box>
catalogue-line: Write for Catalogue. <box>158 899 224 909</box>
baker-text: ENGLISH AND COLONIAL CONFECTIONERY of the Best Makers. WEDDING, BIRTHDAY, AND CHRISTENING CAKES A Speciality. OPPOSITE THE FIREBELL. Telephone 18. <box>6 852 126 905</box>
london-text-2: Sir Edward Grey declared that the Government had no reason to hesitate regarding the New Hebrides Convention. In view of the financial interests at stake, the Colonial Government was consulted. <box>876 655 990 708</box>
sale-by: For sale by— <box>293 867 337 877</box>
laundry-label: LAUNDRY <box>441 1165 494 1247</box>
horse-racing-heading: HORSE RACING. <box>643 41 731 52</box>
tides-cell: Thursday, 14 <box>7 79 34 94</box>
guarantee-heading: OUR GUARANTEE. <box>154 949 228 959</box>
dunedin-dateline: DUNEDIN, yesterday. <box>1019 866 1085 875</box>
flying-heading: FLYING HANDICAP, <box>776 106 846 115</box>
column-rule <box>253 36 254 1526</box>
tides-cell: 1.10 <box>113 83 125 90</box>
